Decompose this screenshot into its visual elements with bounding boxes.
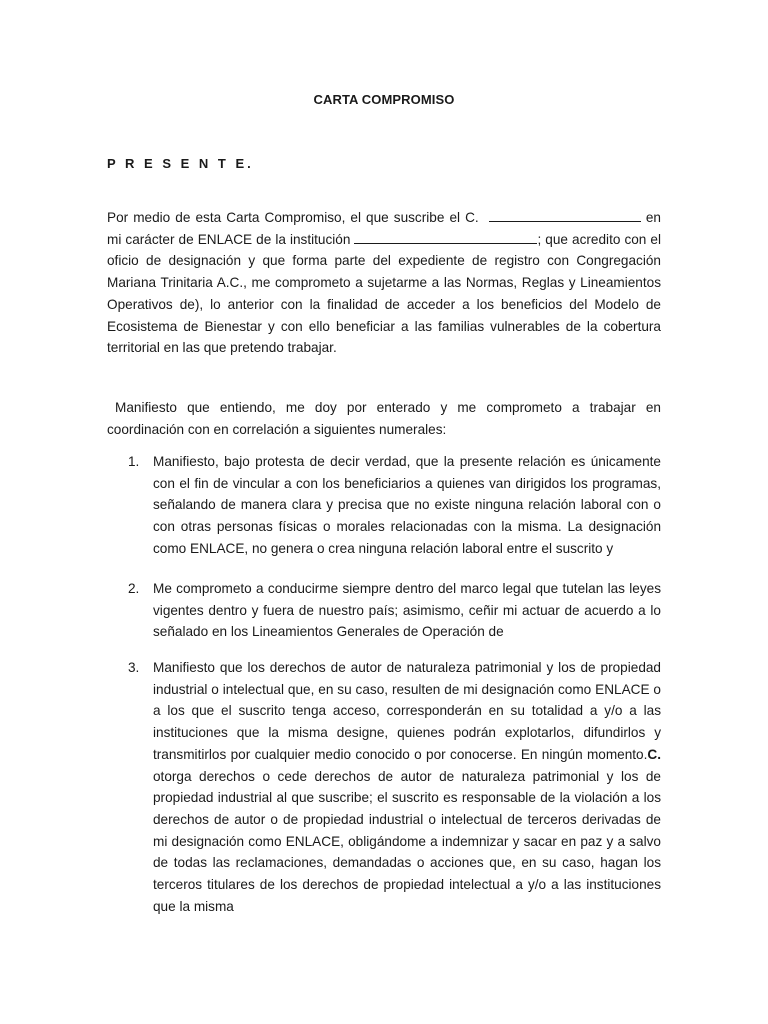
list-number: 2.	[128, 581, 140, 596]
list-item	[107, 657, 661, 917]
list-item	[107, 578, 661, 643]
greeting: P R E S E N T E.	[107, 156, 254, 171]
document-title: CARTA COMPROMISO	[313, 92, 455, 107]
list-item-text: Me comprometo a conducirme siempre dentro del marco legal que tutelan las leyes vigentes dentro y fuera de nuestro país; asimismo, ceñir mi actuar de acuerdo a lo señalado en los Lineamientos Generales de Operación de	[153, 581, 661, 640]
list-number: 1.	[128, 454, 140, 469]
numbered-list-item-1	[107, 451, 661, 560]
intro-paragraph	[107, 207, 661, 359]
list-item-text-start: Manifiesto que los derechos de autor de naturaleza patrimonial y los de propiedad industrial o intelectual que, en su caso, resulten de mi designación como ENLACE o a los que el suscrito tenga acceso, corresponderán en su totalidad a y/o a las instituciones que la misma designe, quienes podrán explotarlos, difundirlos y transmitirlos por cualquier medio conocido o por conocerse. En ningún momento.	[153, 660, 661, 762]
list-item-bold-text: C.	[647, 746, 661, 762]
list-number: 3.	[128, 660, 140, 675]
name-blank-line	[489, 208, 641, 222]
numbered-list-item-3	[107, 657, 661, 917]
intro-text-2: en mi carácter de ENLACE de la institución	[107, 210, 661, 247]
numbered-list-item-2	[107, 578, 661, 643]
institution-blank-line	[354, 230, 537, 244]
intro-text-3: ; que acredito con el oficio de designación y que forma parte del expediente de registro con Congregación Mariana Trinitaria A.C., me comprometo a sujetarme a las Normas, Reglas y Lineamientos Operativos de), lo anterior con la finalidad de acceder a los beneficios del Modelo de Ecosistema de Bienestar y con ello beneficiar a las familias vulnerables de la cobertura territorial en las que pretendo trabajar.	[107, 231, 661, 356]
intro-text-1: Por medio de esta Carta Compromiso, el que suscribe el C.	[107, 210, 479, 225]
list-item-text: Manifiesto, bajo protesta de decir verdad, que la presente relación es únicamente con el fin de vincular a con los beneficiarios a quienes van dirigidos los programas, señalando de manera clara y precisa que no existe ninguna relación laboral con o con otras personas físicas o morales relacionadas con la misma. La designación como ENLACE, no genera o crea ninguna relación laboral entre el suscrito y	[153, 454, 661, 556]
list-item	[107, 451, 661, 560]
commitment-paragraph: Manifiesto que entiendo, me doy por enterado y me comprometo a trabajar en coordinación con en correlación a siguientes numerales:	[107, 400, 661, 437]
list-item-text-end: otorga derechos o cede derechos de autor de naturaleza patrimonial y los de propiedad industrial al que suscribe; el suscrito es responsable de la violación a los derechos de autor o de propiedad industrial o intelectual de terceros derivadas de mi designación como ENLACE, obligándome a indemnizar y sacar en paz y a salvo de todas las reclamaciones, demandadas o acciones que, en su caso, hagan los terceros titulares de los derechos de propiedad intelectual a y/o a las instituciones que la misma	[153, 768, 661, 914]
